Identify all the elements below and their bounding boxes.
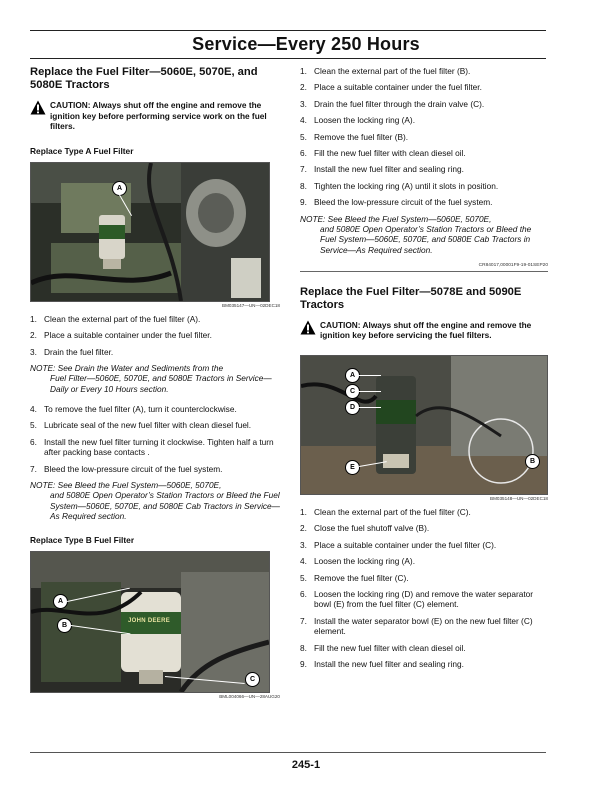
type-a-figure-caption: BM035147—UN—02DEC18 [222, 302, 280, 308]
callout-a: A [345, 368, 360, 383]
list-item: 3. Drain the fuel filter through the drain valve (C). [300, 98, 485, 109]
list-item: 5. Remove the fuel filter (B). [300, 131, 409, 142]
note-bleed-fuel-right: NOTE: See Bleed the Fuel System—5060E, 5070E, and 5080E Open Operator’s Station Tractors or Bleed the Fuel System—5060E, 5070E, and 5080E Cab Tractors in Service—As Required section. [300, 213, 532, 255]
list-item: 2. Close the fuel shutoff valve (B). [300, 523, 430, 534]
reference-code: CR84017,00001F9-19-01SEP20 [478, 262, 548, 268]
list-item: 9. Install the new fuel filter and sealing ring. [300, 659, 464, 670]
callout-a: A [112, 181, 127, 196]
header-rule [30, 30, 546, 31]
callout-c: C [345, 384, 360, 399]
filter-5078e-steps [300, 507, 548, 669]
callout-c: C [245, 672, 260, 687]
right-column [300, 66, 548, 676]
section-title-5060e: Replace the Fuel Filter—5060E, 5070E, and 5080E Tractors [30, 66, 258, 91]
left-column [30, 66, 280, 705]
list-item: 3. Drain the fuel filter. [30, 346, 114, 357]
type-a-heading: Replace Type A Fuel Filter [30, 145, 134, 156]
list-item: 1. Clean the external part of the fuel filter (A). [30, 313, 201, 324]
list-item: 8. Tighten the locking ring (A) until it slots in position. [300, 180, 499, 191]
list-item: 6. Fill the new fuel filter with clean diesel oil. [300, 148, 466, 159]
filter-5078e-figure [300, 355, 548, 495]
type-a-steps-continued [30, 404, 280, 474]
list-item: 6. Loosen the locking ring (D) and remove the water separator bowl (E) from the fuel filter (C) element. [300, 589, 534, 610]
list-item: 7. Install the water separator bowl (E) on the new fuel filter (C) element. [300, 615, 533, 637]
caution-block [30, 100, 280, 132]
type-b-heading: Replace Type B Fuel Filter [30, 535, 135, 546]
note-bleed-fuel: NOTE: See Bleed the Fuel System—5060E, 5070E, and 5080E Open Operator’s Station Tractors or Bleed the Fuel System—5060E, 5070E, and 5080E Cab Tractors in Service—As Required section. [30, 479, 280, 521]
list-item: 7. Bleed the low-pressure circuit of the fuel system. [30, 463, 223, 474]
warning-icon [30, 100, 46, 115]
type-b-figure-caption: BML004066—UN—28AUG20 [219, 694, 280, 700]
list-item: 2. Place a suitable container under the fuel filter. [300, 82, 482, 93]
list-item: 6. Install the new fuel filter turning it clockwise. Tighten half a turn after packing base contacts . [30, 436, 274, 458]
list-item: 5. Remove the fuel filter (C). [300, 572, 409, 583]
type-b-figure [30, 551, 270, 693]
section-title-5078e: Replace the Fuel Filter—5078E and 5090E Tractors [300, 285, 522, 311]
header-rule-bottom [30, 58, 546, 59]
caution-text-2: CAUTION: Always shut off the engine and remove the ignition key before servicing the fuel filters. [320, 319, 532, 341]
list-item: 2. Place a suitable container under the fuel filter. [30, 330, 212, 341]
warning-icon [300, 320, 316, 335]
page-number: 245-1 [291, 759, 321, 771]
list-item: 1. Clean the external part of the fuel filter (C). [300, 507, 471, 518]
note-drain-water: NOTE: See Drain the Water and Sediments from the Fuel Filter—5060E, 5070E, and 5080E Tractors in Service—Daily or Every 10 Hours section. [30, 363, 272, 394]
filter-5078e-figure-caption: BM035148—UN—02DEC18 [490, 496, 548, 502]
list-item: 9. Bleed the low-pressure circuit of the fuel system. [300, 197, 493, 208]
type-a-engine-photo [31, 163, 269, 301]
callout-line [359, 407, 381, 408]
list-item: 8. Fill the new fuel filter with clean diesel oil. [300, 642, 466, 653]
list-item: 7. Install the new fuel filter and sealing ring. [300, 164, 464, 175]
list-item: 5. Lubricate seal of the new fuel filter with clean diesel fuel. [30, 420, 252, 431]
footer-rule [30, 752, 546, 753]
list-item: 4. Loosen the locking ring (A). [300, 115, 416, 126]
callout-d: D [345, 400, 360, 415]
list-item: 1. Clean the external part of the fuel filter (B). [300, 66, 471, 76]
list-item: 4. Loosen the locking ring (A). [300, 556, 416, 567]
type-b-steps [300, 66, 548, 208]
callout-e: E [345, 460, 360, 475]
callout-line [359, 375, 381, 376]
page-title: Service—Every 250 Hours [192, 34, 420, 54]
callout-line [359, 391, 381, 392]
caution-block-2 [300, 320, 548, 341]
callout-a: A [53, 594, 68, 609]
callout-b: B [57, 618, 72, 633]
caution-text: CAUTION: Always shut off the engine and remove the ignition key before performing service work on the fuel filters. [50, 100, 267, 132]
callout-b: B [525, 454, 540, 469]
list-item: 3. Place a suitable container under the fuel filter (C). [300, 539, 497, 550]
section-divider [300, 271, 548, 272]
list-item: 4. To remove the fuel filter (A), turn it counterclockwise. [30, 403, 237, 414]
type-a-figure [30, 162, 270, 302]
type-a-steps [30, 314, 280, 357]
filter-label: JOHN DEERE [128, 618, 171, 625]
filter-5078e-photo [301, 356, 547, 494]
